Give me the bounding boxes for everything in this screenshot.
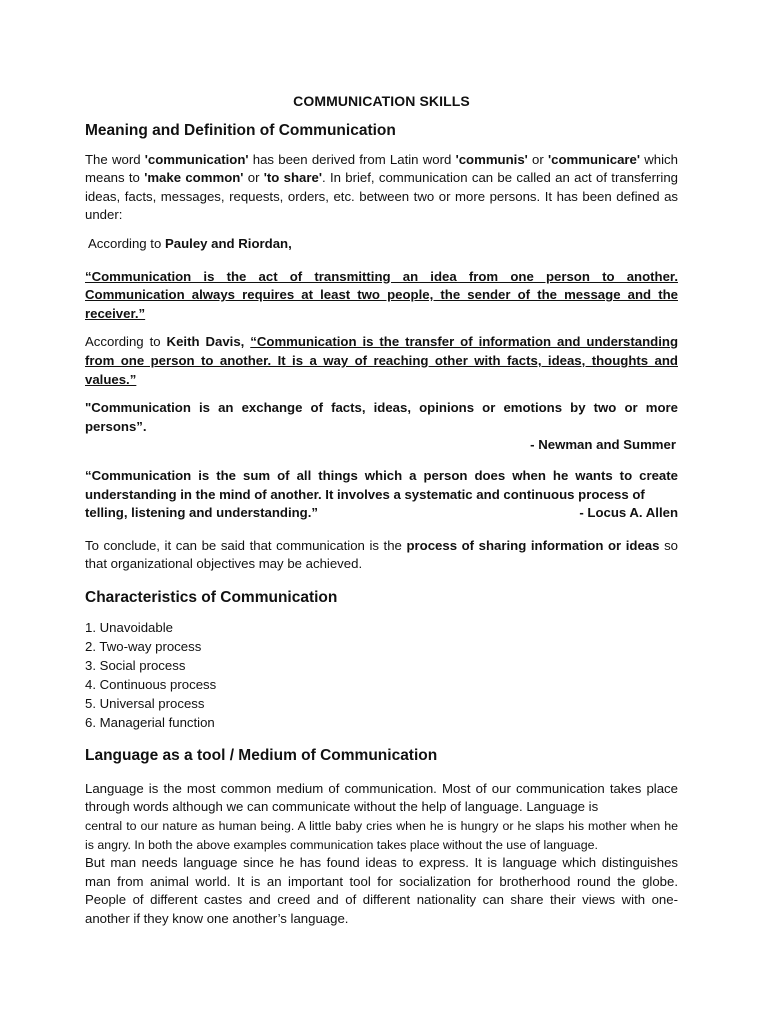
author-name: Pauley and Riordan,: [164, 235, 292, 251]
conclusion-text: To conclude, it can be said that communication is the: [85, 537, 407, 553]
list-item: 6. Managerial function: [85, 714, 215, 730]
list-item: 4. Continuous process: [85, 676, 217, 692]
pauley-intro: [85, 235, 678, 254]
author-name: Keith Davis,: [166, 334, 251, 350]
language-paragraph-2: central to our nature as human being. A little baby cries when he is hungry or he slaps his mother when he is angry. In both the above examples communication takes place without the use of language.: [85, 819, 678, 852]
list-item: 1. Unavoidable: [85, 619, 173, 635]
intro-paragraph: [85, 151, 678, 225]
document-title: COMMUNICATION SKILLS: [293, 93, 470, 109]
newman-attribution: - Newman and Summer: [530, 437, 676, 453]
section-heading-language: Language as a tool / Medium of Communication: [85, 746, 438, 764]
allen-last-line: [85, 504, 678, 523]
language-paragraph-1: Language is the most common medium of communication. Most of our communication takes place through words although we can communicate without the help of language. Language is: [85, 780, 678, 815]
intro-text: . In brief, communication can be called an act of transferring ideas, facts, messages, requests, orders, etc. between two or more persons. It has been defined as under:: [85, 170, 678, 223]
intro-term: 'make common': [144, 170, 244, 186]
newman-quote: "Communication is an exchange of facts, ideas, opinions or emotions by two or more persons”.: [85, 400, 678, 434]
intro-term: 'communis': [455, 151, 528, 167]
language-paragraph-3: But man needs language since he has found ideas to express. It is language which distinguishes man from animal world. It is an important tool for socialization for brotherhood round the globe. People of different castes and creed and of different nationality can share their views with one-another if they know one another’s language.: [85, 855, 678, 927]
allen-quote: “Communication is the sum of all things which a person does when he wants to create understanding in the mind of another. It involves a systematic and continuous process of: [85, 467, 678, 502]
davis-quote: “Communication is the transfer of information and understanding from one person to another. It is a way of reaching other with facts, ideas, thoughts and values.”: [85, 334, 679, 387]
list-item: 5. Universal process: [85, 695, 205, 711]
intro-text: The word: [85, 151, 145, 167]
intro-text: or: [527, 151, 548, 167]
allen-quote-end: telling, listening and understanding.”: [85, 505, 318, 521]
according-to-text: According to: [88, 235, 165, 251]
intro-text: has been derived from Latin word: [248, 151, 456, 167]
conclusion-text: so that organizational objectives may be achieved.: [85, 537, 678, 572]
intro-term: 'to share': [263, 170, 322, 186]
intro-text: which means to: [85, 151, 678, 186]
list-item: 3. Social process: [85, 657, 186, 673]
intro-term: 'communication': [144, 151, 249, 167]
characteristics-list: [85, 618, 678, 732]
pauley-quote: “Communication is the act of transmitting an idea from one person to another. Communication always requires at least two people, the sender of the message and the receiver.”: [85, 268, 678, 321]
conclusion-paragraph: [85, 537, 678, 574]
intro-text: or: [243, 170, 264, 186]
davis-paragraph: [85, 333, 678, 389]
section-heading-characteristics: Characteristics of Communication: [85, 588, 338, 606]
intro-term: 'communicare': [548, 151, 641, 167]
document-page: [85, 92, 678, 929]
allen-attribution: - Locus A. Allen: [579, 505, 678, 521]
according-to-text: According to: [85, 334, 167, 350]
section-heading-meaning: Meaning and Definition of Communication: [85, 121, 396, 139]
conclusion-emphasis: process of sharing information or ideas: [406, 537, 660, 553]
list-item: 2. Two-way process: [85, 638, 202, 654]
